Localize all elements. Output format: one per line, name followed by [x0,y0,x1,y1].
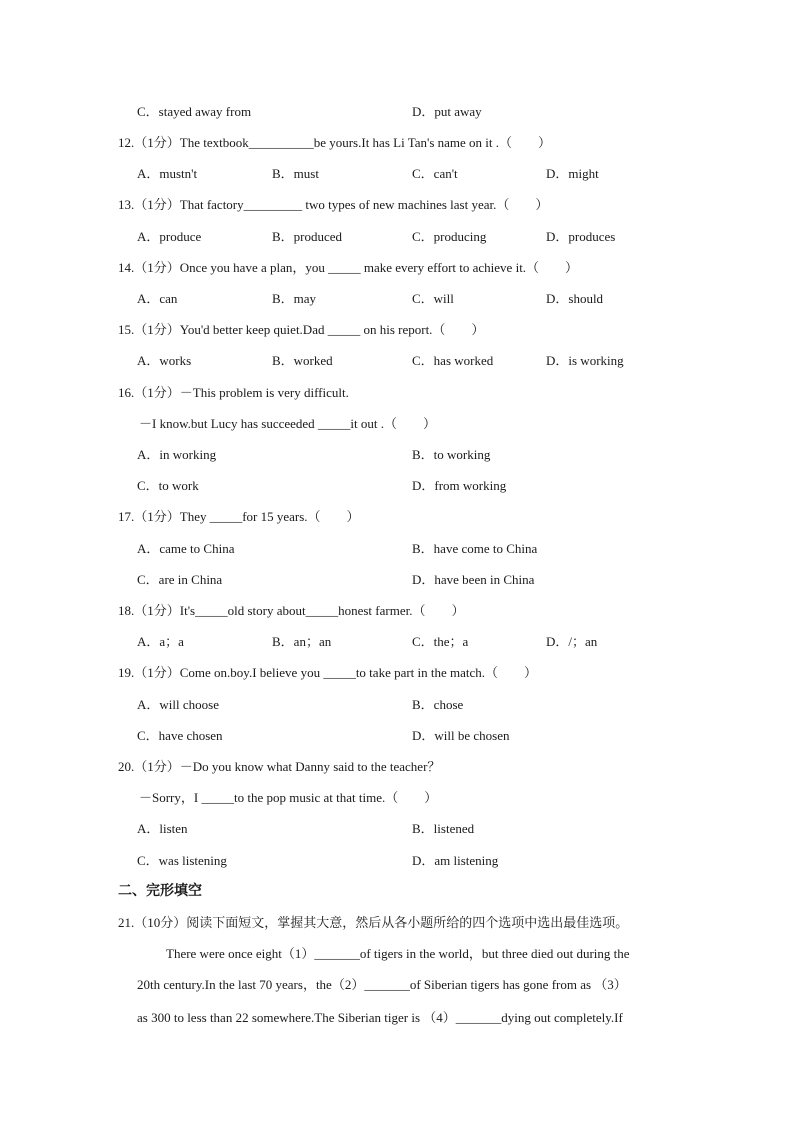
q21-passage-line-3: as 300 to less than 22 somewhere.The Siberian tiger is （4）_______dying out completely.If [137,1010,623,1025]
q18-option-b[interactable]: B．an；an [272,634,332,649]
q19-option-c[interactable]: C．have chosen [137,728,223,743]
q18-option-d[interactable]: D．/；an [546,634,598,649]
q16-stem-reply: －I know.but Lucy has succeeded _____it out .（ ） [139,416,437,431]
q15-stem: 15.（1分）You'd better keep quiet.Dad _____ on his report.（ ） [118,322,485,337]
q20-stem: 20.（1分）－Do you know what Danny said to the teacher？ [118,759,441,774]
q17-option-c[interactable]: C．are in China [137,572,223,587]
q12-stem: 12.（1分）The textbook__________be yours.It has Li Tan's name on it .（ ） [118,135,552,150]
q20-option-c[interactable]: C．was listening [137,853,227,868]
q14-stem: 14.（1分）Once you have a plan，you _____ make every effort to achieve it.（ ） [118,260,579,275]
q21-stem: 21.（10分）阅读下面短文，掌握其大意，然后从各小题所给的四个选项中选出最佳选项。 [118,915,629,930]
q14-option-d[interactable]: D．should [546,291,604,306]
q13-option-b[interactable]: B．produced [272,229,343,244]
q14-option-a[interactable]: A．can [137,291,178,306]
q18-stem: 18.（1分）It's_____old story about_____honest farmer.（ ） [118,603,465,618]
q21-passage-line-2: 20th century.In the last 70 years，the（2）_______of Siberian tigers has gone from as （3） [137,977,627,992]
q16-option-c[interactable]: C．to work [137,478,199,493]
q17-option-a[interactable]: A．came to China [137,541,235,556]
q13-stem: 13.（1分）That factory_________ two types of new machines last year.（ ） [118,197,549,212]
q17-option-d[interactable]: D．have been in China [412,572,535,587]
q16-stem: 16.（1分）－This problem is very difficult. [118,385,349,400]
q18-option-a[interactable]: A．a；a [137,634,184,649]
q19-option-b[interactable]: B．chose [412,697,464,712]
q20-option-b[interactable]: B．listened [412,821,475,836]
q12-option-a[interactable]: A．mustn't [137,166,198,181]
q11-option-c[interactable]: C．stayed away from [137,104,252,119]
q11-option-d[interactable]: D．put away [412,104,482,119]
q12-option-c[interactable]: C．can't [412,166,458,181]
q17-stem: 17.（1分）They _____for 15 years.（ ） [118,509,360,524]
q12-option-b[interactable]: B．must [272,166,319,181]
q20-option-d[interactable]: D．am listening [412,853,499,868]
q20-option-a[interactable]: A．listen [137,821,188,836]
q16-option-d[interactable]: D．from working [412,478,507,493]
q13-option-d[interactable]: D．produces [546,229,616,244]
q16-option-b[interactable]: B．to working [412,447,491,462]
q21-passage-line-1: There were once eight（1）_______of tigers in the world，but three died out during the [166,946,630,961]
q15-option-c[interactable]: C．has worked [412,353,494,368]
q19-option-a[interactable]: A．will choose [137,697,219,712]
q17-option-b[interactable]: B．have come to China [412,541,538,556]
q15-option-d[interactable]: D．is working [546,353,624,368]
q16-option-a[interactable]: A．in working [137,447,217,462]
q14-option-c[interactable]: C．will [412,291,454,306]
q19-option-d[interactable]: D．will be chosen [412,728,510,743]
q13-option-c[interactable]: C．producing [412,229,487,244]
q15-option-b[interactable]: B．worked [272,353,333,368]
q19-stem: 19.（1分）Come on.boy.I believe you _____to take part in the match.（ ） [118,665,538,680]
q13-option-a[interactable]: A．produce [137,229,202,244]
q12-option-d[interactable]: D．might [546,166,599,181]
section-title-cloze: 二、完形填空 [118,883,202,899]
q20-stem-reply: －Sorry，I _____to the pop music at that time.（ ） [139,790,438,805]
q18-option-c[interactable]: C．the；a [412,634,469,649]
q15-option-a[interactable]: A．works [137,353,192,368]
q14-option-b[interactable]: B．may [272,291,317,306]
